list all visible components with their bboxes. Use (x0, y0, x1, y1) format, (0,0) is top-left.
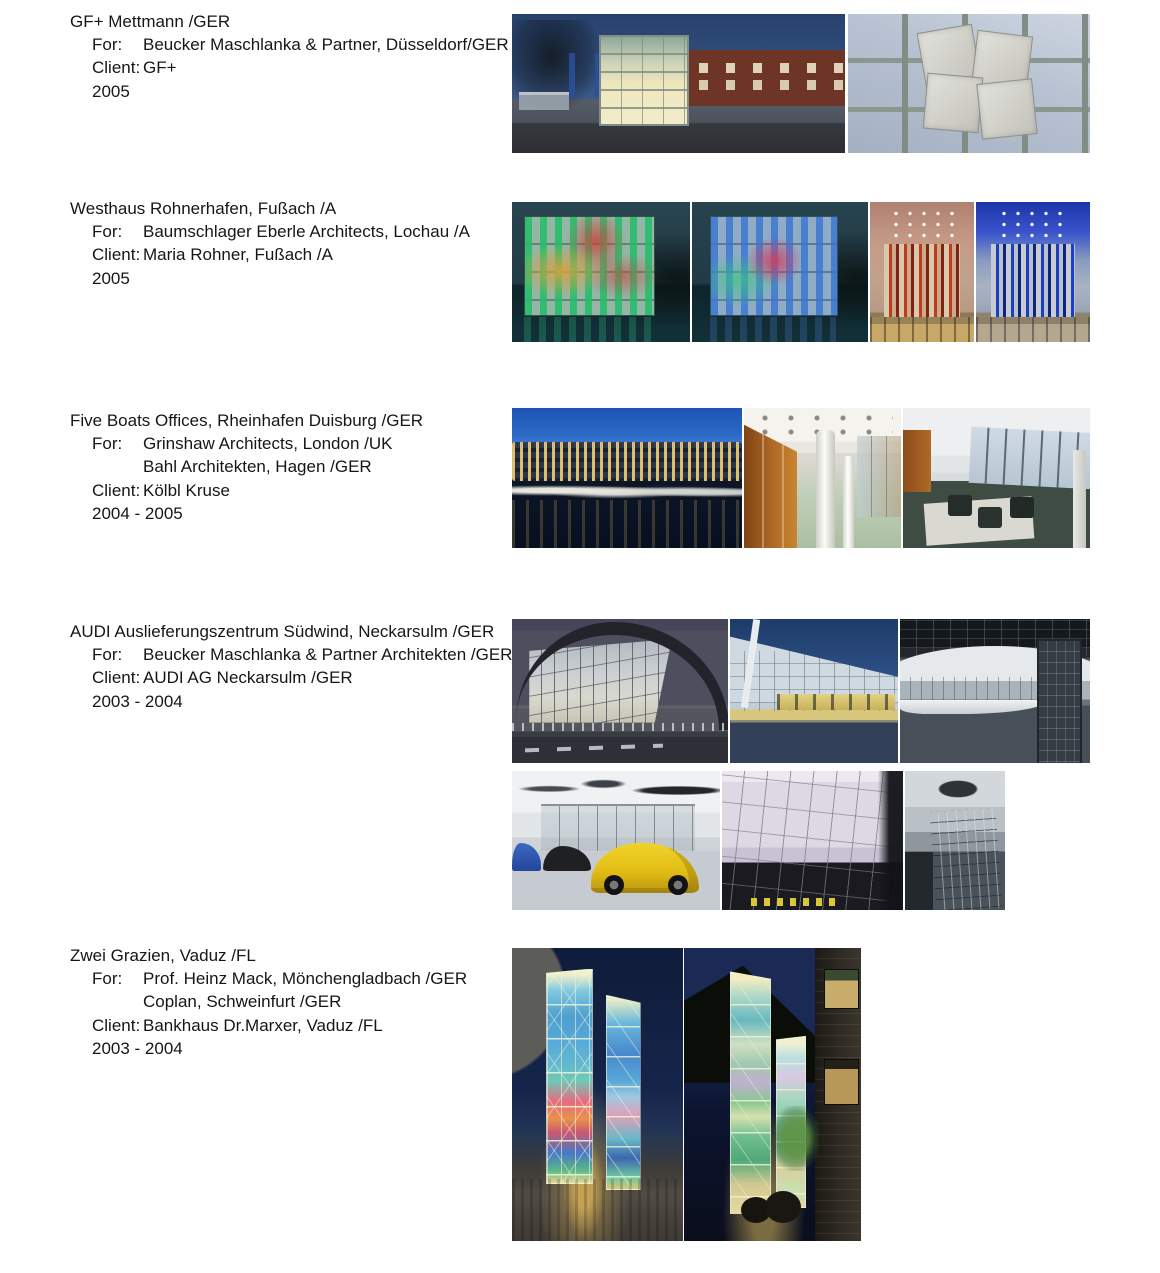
brick-facade (672, 50, 845, 106)
lit-foliage (773, 1106, 819, 1170)
project-title: Westhaus Rohnerhafen, Fußach /A (70, 199, 337, 218)
wood-benches (870, 317, 974, 342)
for-label: For: (92, 222, 123, 242)
for-value: Grinshaw Architects, London /UK (143, 434, 393, 454)
yellow-signage (751, 898, 838, 906)
glass-lift-tower (1037, 639, 1083, 763)
for-value: Baumschlager Eberle Architects, Lochau /A (143, 222, 470, 242)
client-value: Maria Rohner, Fußach /A (143, 245, 333, 265)
photo-interior-blue (976, 202, 1090, 342)
iridescent-tower-tall (546, 969, 592, 1185)
blue-car (512, 843, 541, 871)
cobblestone-plaza (512, 1179, 683, 1241)
project-entry-gf-mettmann (70, 10, 509, 103)
project-title: Five Boats Offices, Rheinhafen Duisburg /GER (70, 411, 424, 430)
wood-cabinet (903, 430, 931, 492)
photo-showroom-yellow-car (512, 771, 720, 910)
client-value: Kölbl Kruse (143, 480, 230, 500)
client-label: Client: (92, 480, 141, 500)
photo-strip-zwei-grazien (512, 948, 861, 1241)
project-entry-audi (70, 620, 512, 713)
photo-perforated-panels-detail (848, 14, 1090, 153)
water-reflection (512, 500, 742, 548)
photo-glass-hall-night (512, 619, 728, 763)
project-years: 2003 - 2004 (92, 1038, 183, 1058)
white-column (1073, 450, 1086, 548)
curved-dark-roof (516, 622, 728, 730)
photo-steel-glass-facade (722, 771, 903, 910)
photo-strip-audi-row1 (512, 619, 1090, 763)
photo-office-corridor (744, 408, 901, 548)
water-reflection (710, 317, 837, 342)
organic-wall-blue (991, 244, 1075, 317)
project-title: AUDI Auslieferungszentrum Südwind, Neckarsulm /GER (70, 622, 495, 641)
glass-balcony-band (900, 677, 1052, 703)
curved-walkway (900, 700, 1048, 714)
project-entry-zwei-grazien (70, 944, 467, 1060)
glass-partition (857, 436, 901, 517)
ceiling-oval-lights (512, 774, 720, 807)
for-value: Beucker Maschlanka & Partner, Düsseldorf/GER (143, 35, 509, 55)
lit-window (824, 1059, 860, 1105)
project-title: Zwei Grazien, Vaduz /FL (70, 946, 256, 965)
project-years: 2004 - 2005 (92, 503, 183, 523)
client-label: Client: (92, 245, 141, 265)
for-value: Beucker Maschlanka & Partner Architekten /GER (143, 645, 513, 665)
photo-atrium-interior (900, 619, 1090, 763)
organic-wall-red (884, 244, 961, 317)
glass-balustrade (512, 723, 728, 732)
for-label: For: (92, 969, 123, 989)
lit-glass-cube (524, 216, 654, 316)
steel-grid-structure (930, 808, 1003, 910)
dark-wall (905, 852, 933, 910)
photo-building-exterior-dusk (512, 14, 845, 153)
photo-harbor-dusk (512, 408, 742, 548)
glass-wall (541, 804, 695, 850)
client-label: Client: (92, 1015, 141, 1035)
client-label: Client: (92, 668, 141, 688)
metal-panel (976, 78, 1038, 140)
project-entry-five-boats (70, 409, 423, 525)
photo-strip-five-boats (512, 408, 1090, 548)
project-title: GF+ Mettmann /GER (70, 12, 231, 31)
photo-interior-red (870, 202, 974, 342)
glass-atrium (599, 35, 690, 127)
for-value: Prof. Heinz Mack, Mönchengladbach /GER (143, 969, 468, 989)
round-column (816, 430, 835, 548)
photo-glass-cube-green (512, 202, 690, 342)
for-value-2: Bahl Architekten, Hagen /GER (143, 457, 372, 477)
photo-lounge-interior (903, 408, 1090, 548)
water-reflection (524, 317, 652, 342)
small-canopy-building (519, 92, 569, 110)
photo-strip-westhaus (512, 202, 1090, 342)
project-years: 2003 - 2004 (92, 691, 183, 711)
oval-light-fixture (935, 779, 981, 798)
dark-sphere-shrub (765, 1191, 801, 1223)
ceiling-lights (889, 208, 956, 244)
dark-column (878, 771, 903, 910)
for-label: For: (92, 645, 123, 665)
for-label: For: (92, 35, 123, 55)
photo-blue-canopy-facade (730, 619, 898, 763)
lit-glass-cube (710, 216, 839, 316)
armchairs (948, 495, 972, 516)
photo-strip-audi-row2 (512, 771, 1005, 910)
metal-panel (923, 73, 984, 134)
light-rug (924, 497, 1035, 546)
office-buildings-lit (512, 442, 742, 481)
photo-glass-cube-blue (692, 202, 868, 342)
iridescent-tower-short (606, 995, 640, 1190)
project-years: 2005 (92, 81, 130, 101)
round-column (843, 456, 854, 548)
iridescent-tower-tall (730, 971, 771, 1213)
photo-ceiling-detail (905, 771, 1005, 910)
project-years: 2005 (92, 268, 130, 288)
window-wall (969, 427, 1090, 489)
road-markings (525, 743, 663, 752)
client-label: Client: (92, 58, 141, 78)
wood-panel-wall (744, 425, 797, 548)
project-entry-westhaus (70, 197, 470, 290)
client-value: GF+ (143, 58, 177, 78)
for-value-2: Coplan, Schweinfurt /GER (143, 992, 342, 1012)
client-value: Bankhaus Dr.Marxer, Vaduz /FL (143, 1015, 383, 1035)
photo-glass-towers-courtyard (684, 948, 861, 1241)
photo-glass-towers-plaza (512, 948, 683, 1241)
photo-strip-gf-mettmann (512, 14, 1090, 153)
marina-boats (512, 481, 742, 501)
lit-window (824, 969, 860, 1009)
client-value: AUDI AG Neckarsulm /GER (143, 668, 353, 688)
lit-interior-band (777, 694, 895, 710)
for-label: For: (92, 434, 123, 454)
ceiling-lights (997, 208, 1070, 244)
wood-benches (976, 317, 1090, 342)
